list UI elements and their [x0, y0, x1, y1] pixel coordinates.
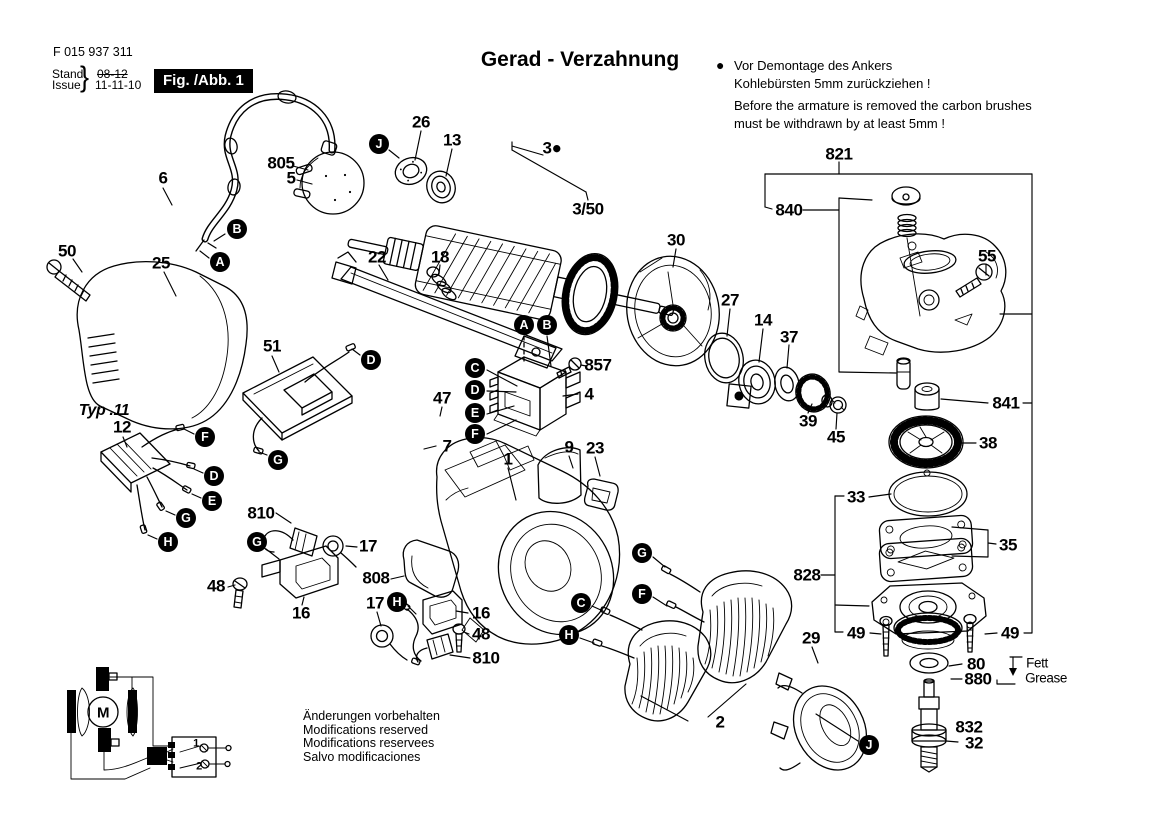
note-en-line1: Before the armature is removed the carbon brushes	[734, 98, 1032, 113]
callout-letter-g: G	[176, 508, 196, 528]
callout-letter-e: E	[465, 403, 485, 423]
part-label-51: 51	[262, 336, 282, 356]
part-label-39: 39	[798, 411, 818, 431]
part-label-9: 9	[564, 437, 574, 457]
part-label-3-50: 3/50	[572, 199, 604, 219]
callout-letter-c: C	[465, 358, 485, 378]
part-label-25: 25	[151, 253, 171, 273]
part-label-32: 32	[964, 733, 984, 753]
note-de-line2: Kohlebürsten 5mm zurückziehen !	[734, 76, 931, 91]
callout-letter-b: B	[227, 219, 247, 239]
stand-label: Stand	[52, 67, 84, 81]
issue-value: 11-11-10	[95, 78, 142, 92]
part-label-16: 16	[471, 603, 491, 623]
issue-label: Issue	[52, 78, 81, 92]
part-label-18: 18	[430, 247, 450, 267]
part-label-17: 17	[358, 536, 378, 556]
brace-glyph: }	[80, 61, 90, 93]
part-label-26: 26	[411, 112, 431, 132]
callout-letter-f: F	[632, 584, 652, 604]
callout-letter-f: F	[195, 427, 215, 447]
stand-value: 08-12	[97, 67, 128, 81]
part-label-29: 29	[801, 628, 821, 648]
callout-letter-j: J	[859, 735, 879, 755]
part-label-fett: Fett	[1026, 655, 1048, 671]
part-label-841: 841	[992, 393, 1020, 413]
document-number: F 015 937 311	[53, 45, 133, 59]
part-label-880: 880	[964, 669, 992, 689]
callout-letter-d: D	[361, 350, 381, 370]
part-label-832: 832	[955, 717, 983, 737]
callout-letter-h: H	[559, 625, 579, 645]
part-label-30: 30	[666, 230, 686, 250]
part-label-2: 2	[715, 712, 725, 732]
part-label-810: 810	[472, 648, 500, 668]
part-label-17: 17	[365, 593, 385, 613]
part-label-12: 12	[112, 417, 132, 437]
part-label-49: 49	[1000, 623, 1020, 643]
callout-letter-g: G	[632, 543, 652, 563]
part-label-38: 38	[978, 433, 998, 453]
part-label-49: 49	[846, 623, 866, 643]
part-label-2: 2	[196, 760, 202, 773]
part-label-1: 1	[193, 737, 199, 750]
part-label-810: 810	[247, 503, 275, 523]
note-en-line2: must be withdrawn by at least 5mm !	[734, 116, 945, 131]
page-title: Gerad - Verzahnung	[480, 48, 680, 71]
part-label-857: 857	[584, 355, 612, 375]
footer-line: Modifications reservees	[303, 736, 435, 750]
part-label-33: 33	[846, 487, 866, 507]
callout-letter-c: C	[571, 593, 591, 613]
note-bullet-icon: ●	[716, 57, 725, 73]
part-label-808: 808	[362, 568, 390, 588]
part-label-37: 37	[779, 327, 799, 347]
footer-line: Änderungen vorbehalten	[303, 709, 440, 723]
part-label-50: 50	[57, 241, 77, 261]
part-label-47: 47	[432, 388, 452, 408]
part-label-821: 821	[825, 144, 853, 164]
part-label-3: 3●	[542, 138, 562, 158]
callout-letter-b: B	[537, 315, 557, 335]
part-label-80: 80	[966, 654, 986, 674]
part-label-m: M	[96, 704, 110, 722]
callout-letter-g: G	[268, 450, 288, 470]
footer-notice	[303, 710, 440, 764]
part-label-22: 22	[367, 247, 387, 267]
part-label-6: 6	[158, 168, 168, 188]
footer-line: Salvo modificaciones	[303, 749, 421, 764]
part-label-27: 27	[720, 290, 740, 310]
part-label-1: 1	[503, 449, 513, 469]
callout-letter-a: A	[514, 315, 534, 335]
part-label-grease: Grease	[1025, 670, 1067, 686]
part-label-23: 23	[585, 438, 605, 458]
callout-letter-j: J	[369, 134, 389, 154]
footer-line: Modifications reserved	[303, 722, 429, 737]
part-label-14: 14	[753, 310, 773, 330]
callout-letter-e: E	[202, 491, 222, 511]
part-label-828: 828	[793, 565, 821, 585]
figure-badge: Fig. /Abb. 1	[154, 69, 253, 93]
part-label-805: 805	[267, 153, 295, 173]
part-label-55: 55	[977, 246, 997, 266]
part-label-48: 48	[206, 576, 226, 596]
callout-letter-d: D	[204, 466, 224, 486]
callout-letter-d: D	[465, 380, 485, 400]
callout-letter-h: H	[387, 592, 407, 612]
note-de-line1: Vor Demontage des Ankers	[734, 58, 893, 73]
part-label-45: 45	[826, 427, 846, 447]
part-label-16: 16	[291, 603, 311, 623]
callout-letter-a: A	[210, 252, 230, 272]
callout-letter-f: F	[465, 424, 485, 444]
part-label-48: 48	[471, 624, 491, 644]
callout-letter-h: H	[158, 532, 178, 552]
part-label-7: 7	[442, 436, 452, 456]
part-label-4: 4	[584, 384, 594, 404]
callout-letter-g: G	[247, 532, 267, 552]
part-label-35: 35	[998, 535, 1018, 555]
part-label-typ-11: Typ .11	[78, 402, 130, 419]
part-label-5: 5	[286, 168, 296, 188]
part-label-13: 13	[442, 130, 462, 150]
part-label-840: 840	[775, 200, 803, 220]
